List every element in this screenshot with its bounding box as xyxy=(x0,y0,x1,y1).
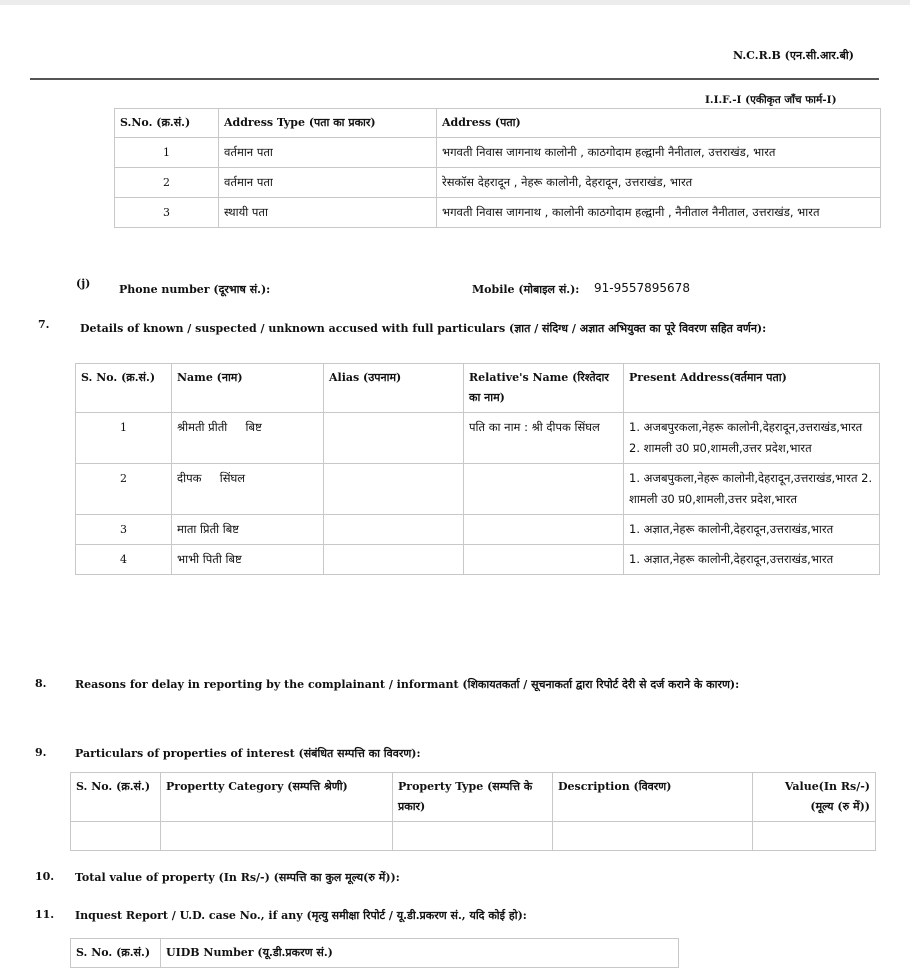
col-type: Property Type (सम्पत्ति के प्रकार) xyxy=(393,773,553,822)
table-row xyxy=(76,413,880,464)
cell-sno: 1 xyxy=(115,138,219,168)
mobile-label: Mobile (मोबाइल सं.): xyxy=(472,283,580,296)
cell-address: 1. अजबपुरकला,नेहरू कालोनी,देहरादून,उत्तराखंड,भारत 2. शामली उ0 प्र0,शामली,उत्तर प्रदेश,भारत xyxy=(624,413,880,464)
col-relative: Relative's Name (रिश्तेदार का नाम) xyxy=(464,364,624,413)
col-category: Propertty Category (सम्पत्ति श्रेणी) xyxy=(161,773,393,822)
cell-name: भाभी पिती बिष्ट xyxy=(172,545,324,575)
cell-empty xyxy=(553,822,753,851)
section-number: 7. xyxy=(38,318,50,331)
org-header: N.C.R.B (एन.सी.आर.बी) xyxy=(733,49,854,62)
cell-name: श्रीमती प्रीती बिष्ट xyxy=(172,413,324,464)
item-marker: (j) xyxy=(76,277,91,290)
cell-address: रेसकॉस देहरादून , नेहरू कालोनी, देहरादून, उत्तराखंड, भारत xyxy=(437,168,881,198)
property-table xyxy=(70,772,876,851)
cell-name: दीपक सिंघल xyxy=(172,464,324,515)
cell-relative xyxy=(464,464,624,515)
table-header-row xyxy=(76,364,880,413)
table-header-row xyxy=(71,939,679,968)
cell-empty xyxy=(753,822,876,851)
table-row xyxy=(115,138,881,168)
section-title: Details of known / suspected / unknown accused with full particulars (ज्ञात / संदिग्ध / अज्ञात अभियुक्त का पूरे विवरण सहित वर्णन): xyxy=(80,322,767,335)
cell-address: भगवती निवास जागनाथ कालोनी , काठगोदाम हल्द्वानी नैनीताल, उत्तराखंड, भारत xyxy=(437,138,881,168)
section-number: 11. xyxy=(35,908,55,921)
table-row xyxy=(115,168,881,198)
cell-alias xyxy=(324,515,464,545)
cell-sno: 3 xyxy=(115,198,219,228)
col-description: Description (विवरण) xyxy=(553,773,753,822)
section-title: Total value of property (In Rs/-) (सम्पत्ति का कुल मूल्य(रु में)): xyxy=(75,871,400,884)
col-sno: S. No. (क्र.सं.) xyxy=(71,773,161,822)
cell-address: 1. अजबपुकला,नेहरू कालोनी,देहरादून,उत्तराखंड,भारत 2. शामली उ0 प्र0,शामली,उत्तर प्रदेश,भारत xyxy=(624,464,880,515)
cell-sno: 3 xyxy=(76,515,172,545)
table-row xyxy=(71,822,876,851)
cell-alias xyxy=(324,413,464,464)
col-address-type: Address Type (पता का प्रकार) xyxy=(219,109,437,138)
cell-name: माता प्रिती बिष्ट xyxy=(172,515,324,545)
col-sno: S. No. (क्र.सं.) xyxy=(76,364,172,413)
cell-relative xyxy=(464,545,624,575)
top-edge xyxy=(0,0,910,5)
col-value: Value(In Rs/-) (मूल्य (रु में)) xyxy=(753,773,876,822)
cell-type: वर्तमान पता xyxy=(219,168,437,198)
table-header-row xyxy=(71,773,876,822)
cell-relative xyxy=(464,515,624,545)
col-uidb-number: UIDB Number (यू.डी.प्रकरण सं.) xyxy=(161,939,679,968)
accused-table xyxy=(75,363,880,575)
cell-alias xyxy=(324,464,464,515)
cell-sno: 2 xyxy=(115,168,219,198)
form-name: I.I.F.-I (एकीकृत जाँच फार्म-I) xyxy=(705,94,837,106)
phone-label: Phone number (दूरभाष सं.): xyxy=(119,283,271,296)
section-number: 9. xyxy=(35,746,47,759)
col-name: Name (नाम) xyxy=(172,364,324,413)
col-sno: S. No. (क्र.सं.) xyxy=(71,939,161,968)
cell-address: 1. अज्ञात,नेहरू कालोनी,देहरादून,उत्तराखंड,भारत xyxy=(624,545,880,575)
table-header-row xyxy=(115,109,881,138)
cell-type: स्थायी पता xyxy=(219,198,437,228)
cell-sno: 4 xyxy=(76,545,172,575)
table-row xyxy=(115,198,881,228)
cell-address: 1. अज्ञात,नेहरू कालोनी,देहरादून,उत्तराखंड,भारत xyxy=(624,515,880,545)
cell-relative: पति का नाम : श्री दीपक सिंघल xyxy=(464,413,624,464)
col-present-address: Present Address(वर्तमान पता) xyxy=(624,364,880,413)
mobile-value: 91-9557895678 xyxy=(594,281,690,295)
cell-sno: 1 xyxy=(76,413,172,464)
col-address: Address (पता) xyxy=(437,109,881,138)
cell-address: भगवती निवास जागनाथ , कालोनी काठगोदाम हल्द्वानी , नैनीताल नैनीताल, उत्तराखंड, भारत xyxy=(437,198,881,228)
table-row xyxy=(76,464,880,515)
col-alias: Alias (उपनाम) xyxy=(324,364,464,413)
cell-empty xyxy=(393,822,553,851)
cell-empty xyxy=(161,822,393,851)
header-rule xyxy=(30,78,879,80)
cell-type: वर्तमान पता xyxy=(219,138,437,168)
table-row xyxy=(76,545,880,575)
col-sno: S.No. (क्र.सं.) xyxy=(115,109,219,138)
cell-alias xyxy=(324,545,464,575)
cell-empty xyxy=(71,822,161,851)
section-title: Reasons for delay in reporting by the complainant / informant (शिकायतकर्ता / सूचनाकर्ता द्वारा रिपोर्ट देरी से दर्ज कराने के कारण): xyxy=(75,678,740,691)
inquest-table xyxy=(70,938,679,968)
section-number: 10. xyxy=(35,870,55,883)
table-row xyxy=(76,515,880,545)
section-number: 8. xyxy=(35,677,47,690)
section-title: Inquest Report / U.D. case No., if any (मृत्यु समीक्षा रिपोर्ट / यू.डी.प्रकरण सं., यदि कोई हो): xyxy=(75,909,527,922)
cell-sno: 2 xyxy=(76,464,172,515)
section-title: Particulars of properties of interest (संबंधित सम्पत्ति का विवरण): xyxy=(75,747,421,760)
address-table xyxy=(114,108,881,228)
